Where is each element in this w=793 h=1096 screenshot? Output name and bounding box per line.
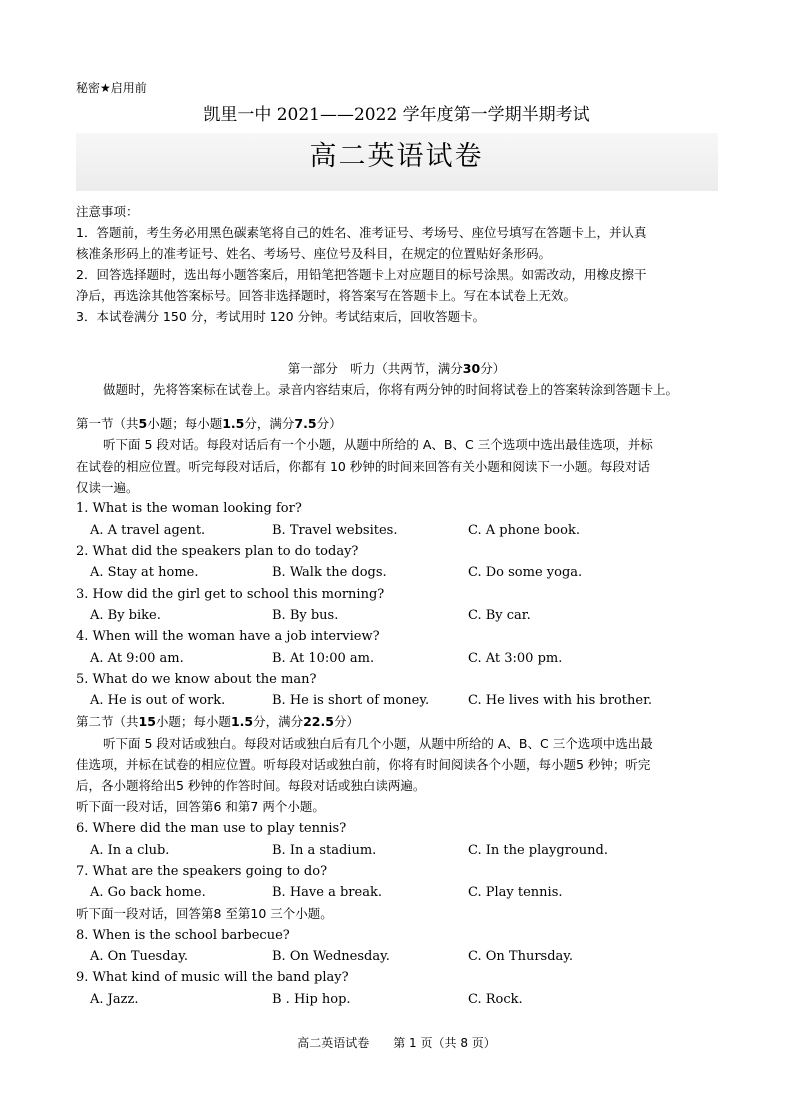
section2-heading-part: 分，满分 (253, 714, 304, 729)
option-b: B. In a stadium. (272, 843, 377, 858)
question-text: 9. What kind of music will the band play? (76, 970, 349, 985)
section1-count: 5 (138, 416, 148, 431)
option-b: B. By bus. (272, 608, 339, 623)
part1-instruction: 做题时，先将答案标在试卷上。录音内容结束后，你将有两分钟的时间将试卷上的答案转涂到答题卡上。 (103, 382, 679, 397)
dialog-instruction: 听下面一段对话，回答第6 和第7 两个小题。 (76, 799, 325, 814)
confidential-mark: 秘密★启用前 (76, 81, 147, 95)
section2-count: 15 (138, 714, 156, 729)
option-c: C. Play tennis. (468, 885, 563, 900)
option-a: A. In a club. (90, 843, 170, 858)
section2-heading-part: 分） (333, 714, 359, 729)
notice-line: 3．本试卷满分 150 分，考试用时 120 分钟。考试结束后，回收答题卡。 (76, 309, 486, 324)
section1-total-score: 7.5 (294, 416, 317, 431)
section1-heading-part: 分，满分 (244, 416, 295, 431)
section2-total-score: 22.5 (303, 714, 334, 729)
part1-score: 30 (462, 361, 481, 376)
option-b: B. Travel websites. (272, 523, 398, 538)
notice-line: 核准条形码上的准考证号、姓名、考场号、座位号及科目，在规定的位置贴好条形码。 (76, 246, 552, 261)
option-c: C. A phone book. (468, 523, 580, 538)
option-a: A. Stay at home. (90, 565, 199, 580)
notice-line: 1．答题前，考生务必用黑色碳素笔将自己的姓名、准考证号、考场号、座位号填写在答题卡上，并认真 (76, 225, 647, 240)
section2-intro: 佳选项，并标在试卷的相应位置。听每段对话或独白前，你将有时间阅读各个小题，每小题5 秒钟；听完 (76, 757, 651, 772)
section2-each-score: 1.5 (230, 714, 254, 729)
section2-heading (76, 713, 359, 731)
option-c: C. By car. (468, 608, 531, 623)
option-c: C. At 3:00 pm. (468, 651, 563, 666)
question-text: 2. What did the speakers plan to do today? (76, 544, 359, 559)
option-c: C. Rock. (468, 992, 523, 1007)
question-text: 7. What are the speakers going to do? (76, 864, 328, 879)
section1-heading (76, 415, 342, 433)
page-footer: 高二英语试卷 第 1 页（共 8 页） (297, 1036, 496, 1050)
option-a: A. A travel agent. (90, 523, 206, 538)
option-a: A. By bike. (90, 608, 161, 623)
option-b: B. On Wednesday. (272, 949, 390, 964)
section1-intro: 在试卷的相应位置。听完每段对话后，你都有 10 秒钟的时间来回答有关小题和阅读下一小题。每段对话 (76, 459, 650, 474)
option-a: A. Go back home. (90, 885, 206, 900)
option-a: A. At 9:00 am. (90, 651, 184, 666)
part1-heading-text: 第一部分 听力（共两节，满分 (287, 361, 463, 376)
option-b: B. Have a break. (272, 885, 382, 900)
dialog-instruction: 听下面一段对话，回答第8 至第10 三个小题。 (76, 906, 333, 921)
option-a: A. He is out of work. (90, 693, 226, 708)
option-c: C. Do some yoga. (468, 565, 583, 580)
option-a: A. Jazz. (90, 992, 139, 1007)
option-b: B. Walk the dogs. (272, 565, 387, 580)
notice-line: 净后，再选涂其他答案标号。回答非选择题时，将答案写在答题卡上。写在本试卷上无效。 (76, 288, 577, 303)
option-b: B. He is short of money. (272, 693, 430, 708)
exam-title: 凯里一中 2021——2022 学年度第一学期半期考试 (203, 105, 590, 125)
part1-heading-unit: 分） (480, 361, 506, 376)
section1-heading-part: 第一节（共 (76, 416, 139, 431)
section2-heading-part: 小题；每小题 (155, 714, 231, 729)
section2-intro: 后，各小题将给出5 秒钟的作答时间。每段对话或独白读两遍。 (76, 778, 426, 793)
option-a: A. On Tuesday. (90, 949, 189, 964)
question-text: 8. When is the school barbecue? (76, 928, 290, 943)
notice-line: 2．回答选择题时，选出每小题答案后，用铅笔把答题卡上对应题目的标号涂黑。如需改动，用橡皮擦干 (76, 267, 647, 282)
option-b: B. At 10:00 am. (272, 651, 375, 666)
section1-heading-part: 分） (316, 416, 342, 431)
part1-heading (0, 360, 793, 378)
section1-intro: 仅读一遍。 (76, 480, 139, 495)
option-c: C. In the playground. (468, 843, 608, 858)
section1-intro: 听下面 5 段对话。每段对话后有一个小题，从题中所给的 A、B、C 三个选项中选出最佳选项，并标 (103, 437, 653, 452)
section1-heading-part: 小题；每小题 (147, 416, 223, 431)
option-c: C. He lives with his brother. (468, 693, 652, 708)
option-b: B . Hip hop. (272, 992, 351, 1007)
question-text: 6. Where did the man use to play tennis? (76, 821, 347, 836)
notice-heading: 注意事项： (76, 204, 139, 219)
question-text: 4. When will the woman have a job interview? (76, 629, 380, 644)
section2-intro: 听下面 5 段对话或独白。每段对话或独白后有几个小题，从题中所给的 A、B、C 三个选项中选出最 (103, 736, 653, 751)
section2-heading-part: 第二节（共 (76, 714, 139, 729)
question-text: 5. What do we know about the man? (76, 672, 317, 687)
section1-each-score: 1.5 (222, 416, 245, 431)
option-c: C. On Thursday. (468, 949, 574, 964)
question-text: 1. What is the woman looking for? (76, 501, 302, 516)
exam-subtitle: 高二英语试卷 (309, 141, 484, 172)
question-text: 3. How did the girl get to school this morning? (76, 587, 385, 602)
